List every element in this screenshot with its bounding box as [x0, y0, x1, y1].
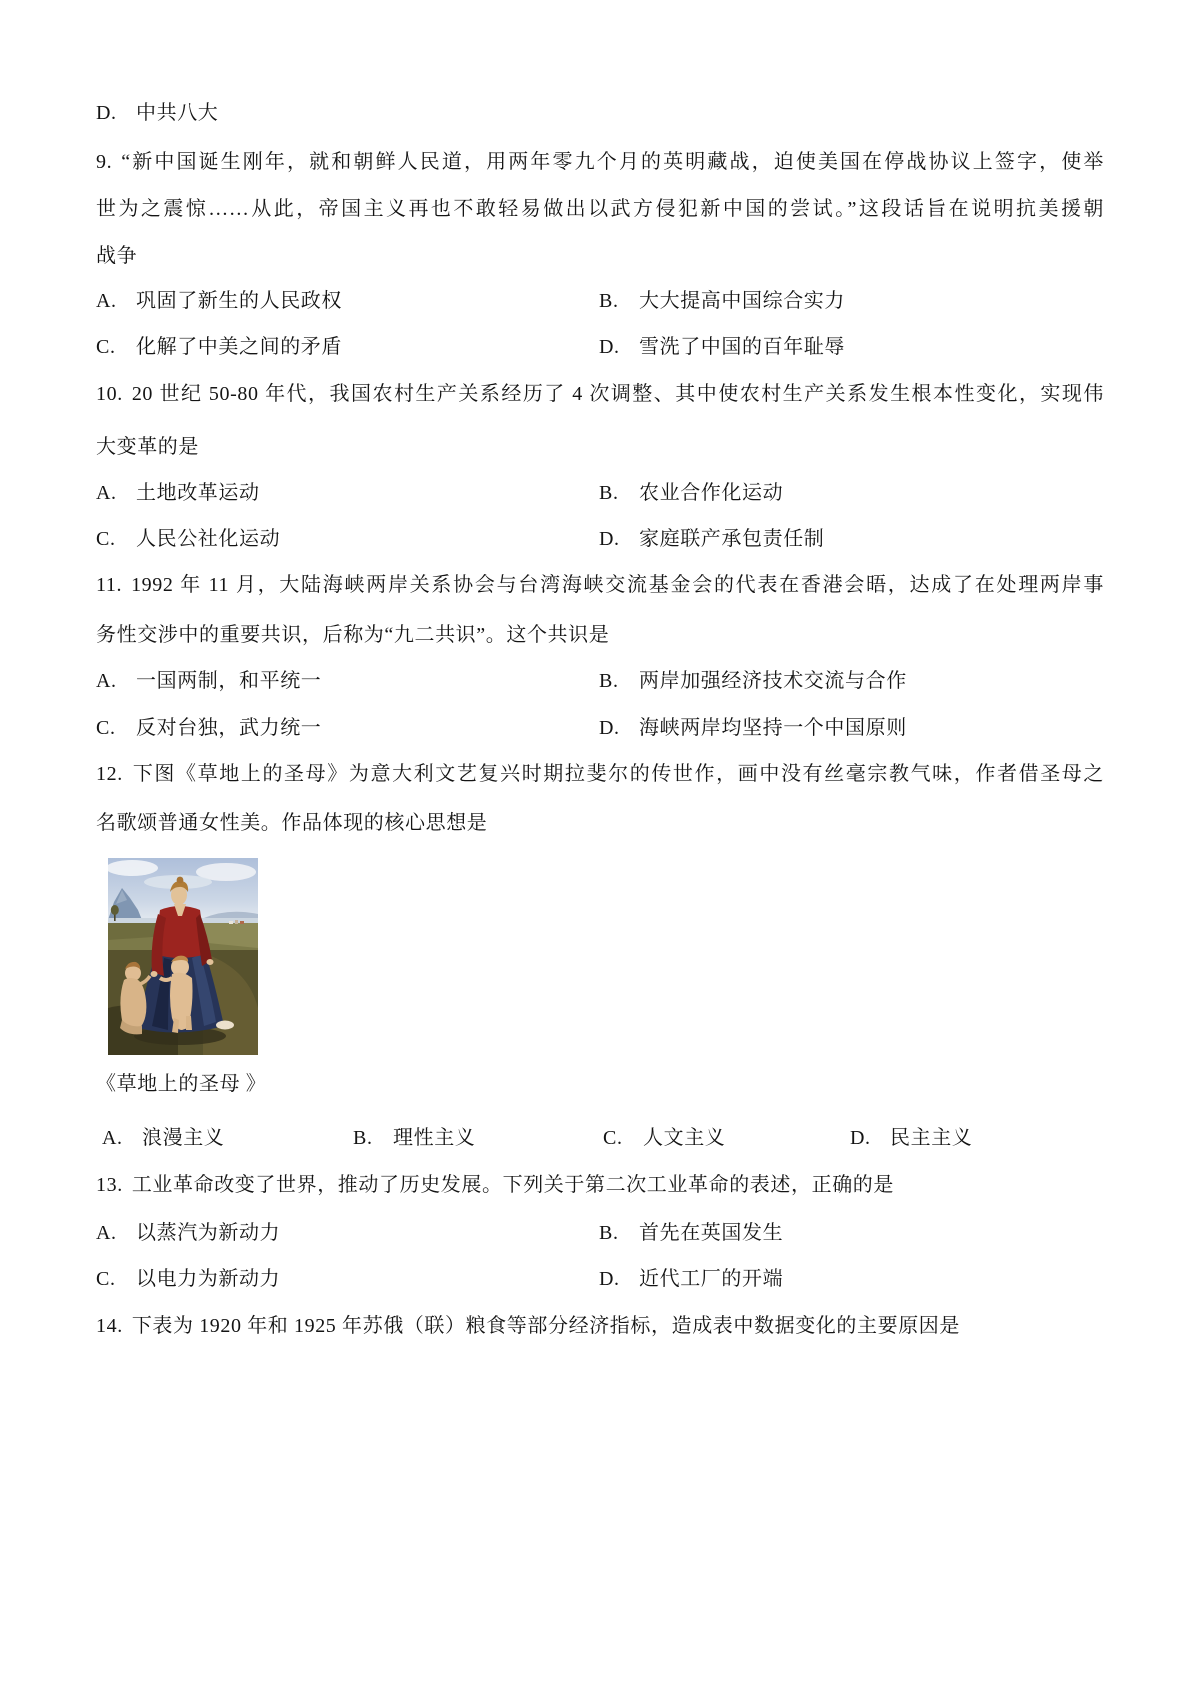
option-b: [599, 480, 783, 507]
question-10-stem-line-2: [96, 434, 1104, 466]
option-letter: D.: [96, 102, 117, 124]
question-10-option-row-cd: [96, 526, 1104, 558]
option-letter: C.: [96, 528, 116, 550]
option-text: 近代工厂的开端: [639, 1268, 784, 1290]
stem-text: 工业革命改变了世界，推动了历史发展。下列关于第二次工业革命的表述，正确的是: [131, 1174, 895, 1196]
option-text: 理性主义: [393, 1127, 476, 1149]
option-d: [96, 100, 218, 127]
stem-text: 大变革的是: [96, 436, 199, 458]
question-9-option-row-cd: [96, 334, 1104, 366]
option-a: [96, 1220, 280, 1247]
question-8-option-row: [96, 100, 1104, 132]
option-a: [102, 1125, 224, 1152]
option-a: [96, 480, 260, 507]
option-letter: A.: [96, 482, 117, 504]
option-letter: A.: [96, 290, 117, 312]
option-letter: C.: [96, 717, 116, 739]
question-number: 12.: [96, 763, 123, 785]
option-b: [599, 1220, 783, 1247]
question-13-option-row-ab: [96, 1220, 1104, 1252]
option-text: 首先在英国发生: [639, 1222, 784, 1244]
option-letter: B.: [353, 1127, 373, 1149]
question-number: 14.: [96, 1315, 123, 1337]
option-text: 农业合作化运动: [639, 482, 784, 504]
option-a: [96, 668, 321, 695]
option-letter: B.: [599, 290, 619, 312]
question-10-option-row-ab: [96, 480, 1104, 512]
option-text: 以蒸汽为新动力: [136, 1222, 281, 1244]
question-12-stem-line-2: [96, 810, 1104, 842]
option-c: [96, 715, 321, 742]
option-text: 家庭联产承包责任制: [639, 528, 825, 550]
option-b: [353, 1125, 475, 1152]
option-letter: D.: [850, 1127, 871, 1149]
option-letter: C.: [96, 1268, 116, 1290]
option-letter: C.: [96, 336, 116, 358]
stem-text: “新中国诞生刚年，就和朝鲜人民道，用两年零九个月的英明藏战，迫使美国在停战协议上签字，使举: [121, 151, 1104, 173]
stem-text: 下图《草地上的圣母》为意大利文艺复兴时期拉斐尔的传世作，画中没有丝毫宗教气味，作者借圣母之: [131, 763, 1104, 785]
option-d: [599, 334, 845, 361]
option-text: 以电力为新动力: [136, 1268, 281, 1290]
option-text: 人文主义: [643, 1127, 726, 1149]
question-14-stem-line-1: [96, 1313, 1104, 1345]
question-11-stem-line-1: [96, 572, 1104, 604]
question-number: 13.: [96, 1174, 123, 1196]
option-text: 土地改革运动: [136, 482, 260, 504]
option-letter: D.: [599, 528, 620, 550]
question-9-stem-line-2: [96, 196, 1104, 228]
option-d: [850, 1125, 972, 1152]
option-letter: C.: [603, 1127, 623, 1149]
question-11-option-row-ab: [96, 668, 1104, 700]
option-letter: B.: [599, 482, 619, 504]
painting-image: [108, 858, 258, 1055]
stem-text: 务性交涉中的重要共识，后称为“九二共识”。这个共识是: [96, 624, 610, 646]
question-11-stem-line-2: [96, 622, 1104, 654]
option-text: 大大提高中国综合实力: [639, 290, 845, 312]
option-text: 巩固了新生的人民政权: [136, 290, 342, 312]
option-c: [96, 1266, 280, 1293]
option-a: [96, 288, 342, 315]
option-text: 反对台独，武力统一: [136, 717, 322, 739]
option-d: [599, 1266, 783, 1293]
stem-text: 世为之震惊……从此，帝国主义再也不敢轻易做出以武方侵犯新中国的尝试。”这段话旨在说明抗美援朝: [96, 198, 1104, 220]
question-11-option-row-cd: [96, 715, 1104, 747]
option-letter: A.: [102, 1127, 123, 1149]
madonna-of-the-meadow-painting: [108, 858, 258, 1055]
option-text: 民主主义: [890, 1127, 973, 1149]
option-d: [599, 526, 824, 553]
option-letter: D.: [599, 1268, 620, 1290]
option-text: 化解了中美之间的矛盾: [136, 336, 342, 358]
stem-text: 下表为 1920 年和 1925 年苏俄（联）粮食等部分经济指标，造成表中数据变化的主要原因是: [131, 1315, 961, 1337]
option-letter: A.: [96, 1222, 117, 1244]
option-text: 两岸加强经济技术交流与合作: [639, 670, 907, 692]
question-number: 10.: [96, 383, 123, 405]
option-letter: D.: [599, 717, 620, 739]
figure-caption: 《草地上的圣母 》: [96, 1073, 267, 1095]
option-text: 人民公社化运动: [136, 528, 281, 550]
option-text: 海峡两岸均坚持一个中国原则: [639, 717, 907, 739]
question-number: 9.: [96, 151, 113, 173]
option-text: 浪漫主义: [142, 1127, 225, 1149]
option-letter: B.: [599, 1222, 619, 1244]
option-d: [599, 715, 907, 742]
question-13-stem-line-1: [96, 1172, 1104, 1204]
option-c: [603, 1125, 725, 1152]
option-b: [599, 288, 845, 315]
stem-text: 20 世纪 50-80 年代，我国农村生产关系经历了 4 次调整、其中使农村生产关系发生根本性变化，实现伟: [131, 383, 1104, 405]
option-b: [599, 668, 907, 695]
question-12-option-row-abcd: [96, 1125, 1104, 1157]
question-13-option-row-cd: [96, 1266, 1104, 1298]
question-9-stem-line-3: [96, 243, 1104, 275]
question-10-stem-line-1: [96, 381, 1104, 413]
stem-text: 1992 年 11 月，大陆海峡两岸关系协会与台湾海峡交流基金会的代表在香港会晤，达成了在处理两岸事: [131, 574, 1104, 596]
option-c: [96, 526, 280, 553]
stem-text: 战争: [96, 245, 138, 267]
stem-text: 名歌颂普通女性美。作品体现的核心思想是: [96, 812, 488, 834]
question-number: 11.: [96, 574, 123, 596]
option-text: 雪洗了中国的百年耻辱: [639, 336, 845, 358]
option-text: 一国两制，和平统一: [136, 670, 322, 692]
question-9-stem-line-1: [96, 149, 1104, 181]
option-c: [96, 334, 342, 361]
question-12-stem-line-1: [96, 761, 1104, 793]
question-9-option-row-ab: [96, 288, 1104, 320]
option-text: 中共八大: [136, 102, 219, 124]
option-letter: B.: [599, 670, 619, 692]
option-letter: D.: [599, 336, 620, 358]
option-letter: A.: [96, 670, 117, 692]
